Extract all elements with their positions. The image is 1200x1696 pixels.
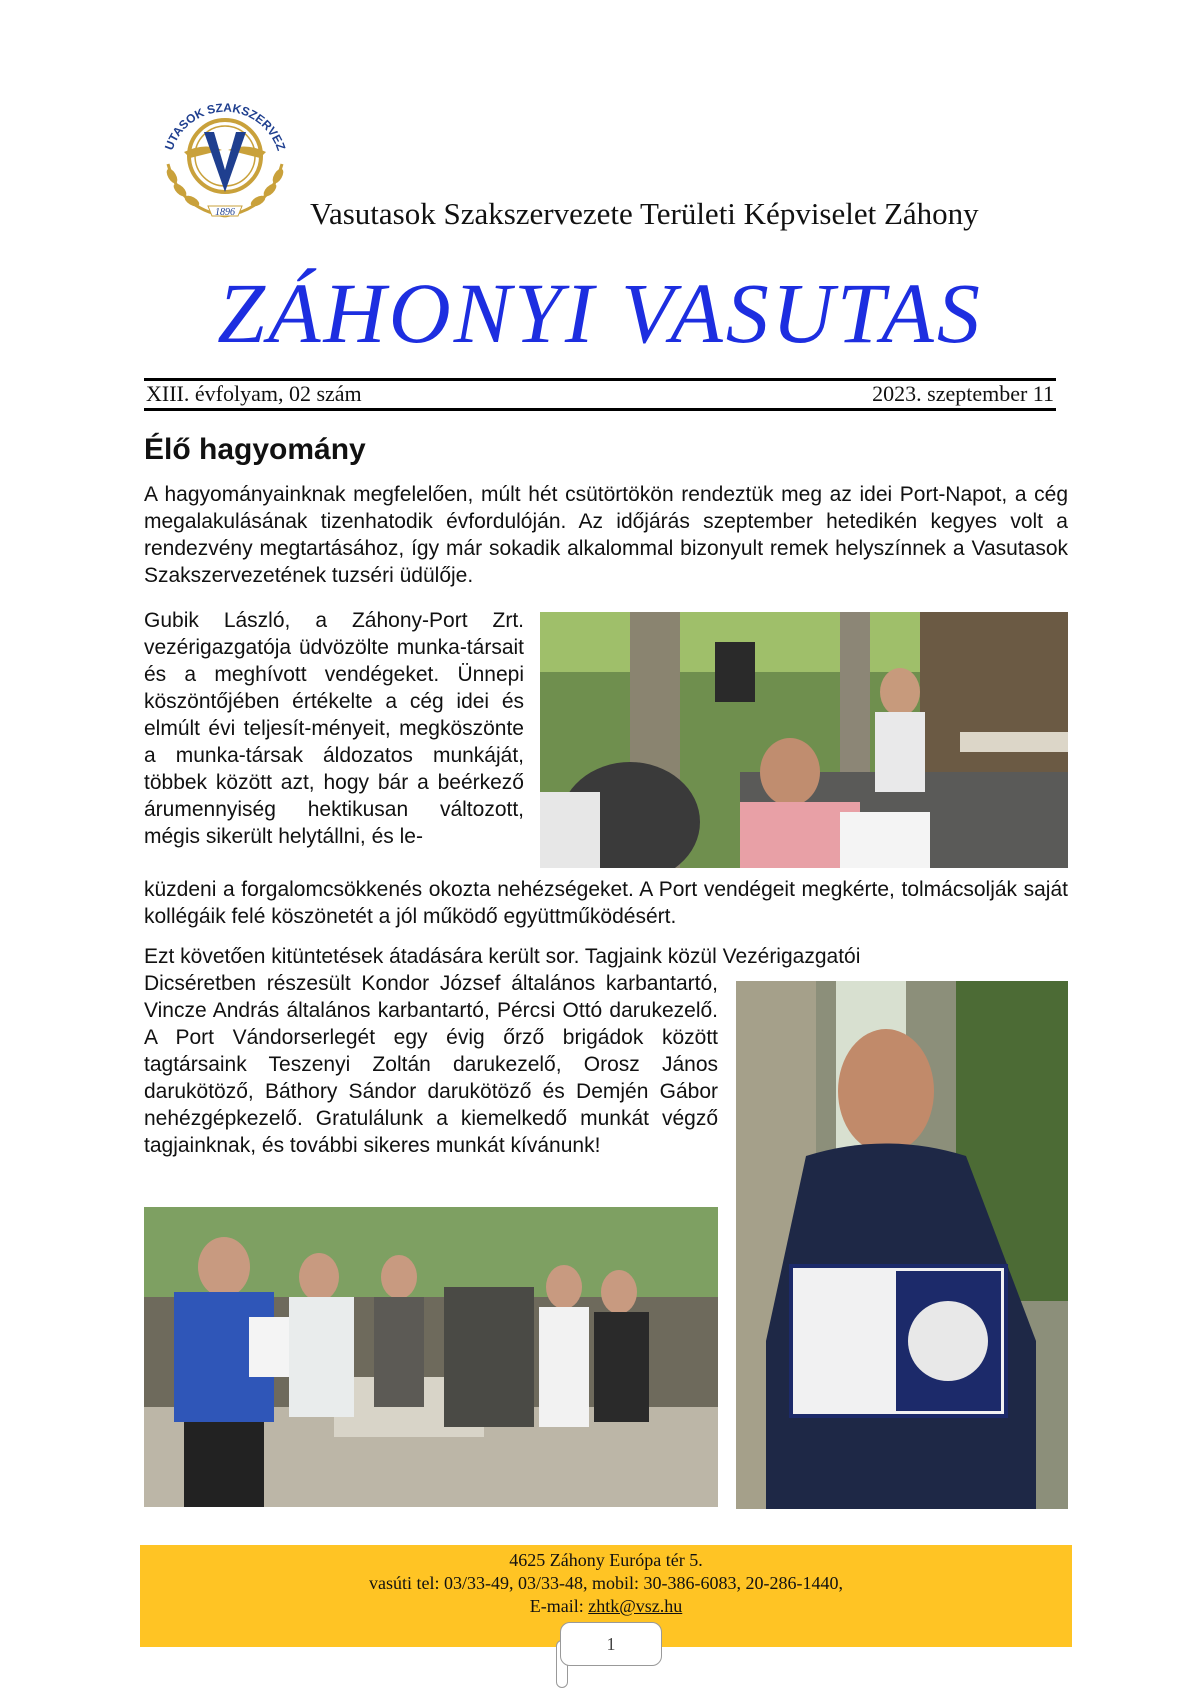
footer-address: 4625 Záhony Európa tér 5. (509, 1550, 703, 1570)
paragraph-ceo-speech-continued: küzdeni a forgalomcsökkenés okozta nehézségeket. A Port vendégeit megkérte, tolmácsolják saját kollégáik felé köszönetét a jól működő együttműködésért. (144, 878, 1068, 928)
winged-wheel-v-emblem-icon (150, 74, 300, 224)
paragraph-awards: Dicséretben részesült Kondor József általános karbantartó, Vincze András általános karbantartó, Pércsi Ottó darukezelő. A Port Vándorserlegét egy évig őrző brigádok között tagtársaink Teszenyi Zoltán darukezelő, Orosz János darukötöző, Báthory Sándor darukötöző és Demjén Gábor nehézgépkezelő. Gratulálunk a kiemelkedő munkát végző tagjainknak, és további sikeres munkát kívánunk! (144, 972, 718, 1157)
paragraph-ceo-speech: Gubik László, a Záhony-Port Zrt. vezérigazgatója üdvözölte munka-társait és a meghívott vendégeket. Ünnepi köszöntőjében értékelte a cég idei és elmúlt évi teljesít-ményeit, megköszönte a munka-társak áldozatos munkáját, többek között azt, hogy bár a beérkező árumennyiség hektikusan változott, mégis sikerült helytállni, és le- (144, 609, 524, 848)
email-link[interactable]: zhtk@vsz.hu (588, 1596, 683, 1616)
issue-number: XIII. évfolyam, 02 szám (146, 381, 362, 406)
newspaper-title: ZÁHONYI VASUTAS (217, 265, 983, 361)
footer-email-line (140, 1595, 1072, 1618)
union-logo (150, 74, 300, 224)
photo-award-recipient (736, 981, 1068, 1509)
photo-award-group (144, 1207, 718, 1507)
page-number: 1 (560, 1622, 662, 1666)
photo-ceo-speech (540, 612, 1068, 868)
article-headline: Élő hagyomány (144, 433, 366, 466)
logo-text: UTASOK SZAKSZERVEZ (161, 100, 289, 153)
issue-date: 2023. szeptember 11 (872, 381, 1054, 406)
logo-year: 1896 (215, 207, 235, 218)
paragraph-intro: A hagyományainknak megfelelően, múlt hét csütörtökön rendeztük meg az idei Port-Napot, a cég megalakulásának tizenhatodik évfordulóján. Az időjárás szeptember hetedikén kegyes volt a rendezvény megtartásához, így már sokadik alkalommal bizonyult remek helyszínnek a Vasutasok Szakszervezetének tuzséri üdülője. (144, 483, 1068, 587)
paragraph-awards-intro: Ezt követően kitüntetések átadására került sor. Tagjaink közül Vezérigazgatói (144, 945, 861, 968)
header-rule-bottom (144, 408, 1056, 411)
footer-email-label: E-mail: (529, 1596, 589, 1616)
organization-name: Vasutasok Szakszervezete Területi Képviselet Záhony (310, 196, 979, 231)
footer-phones: vasúti tel: 03/33-49, 03/33-48, mobil: 30-386-6083, 20-286-1440, (369, 1573, 843, 1593)
